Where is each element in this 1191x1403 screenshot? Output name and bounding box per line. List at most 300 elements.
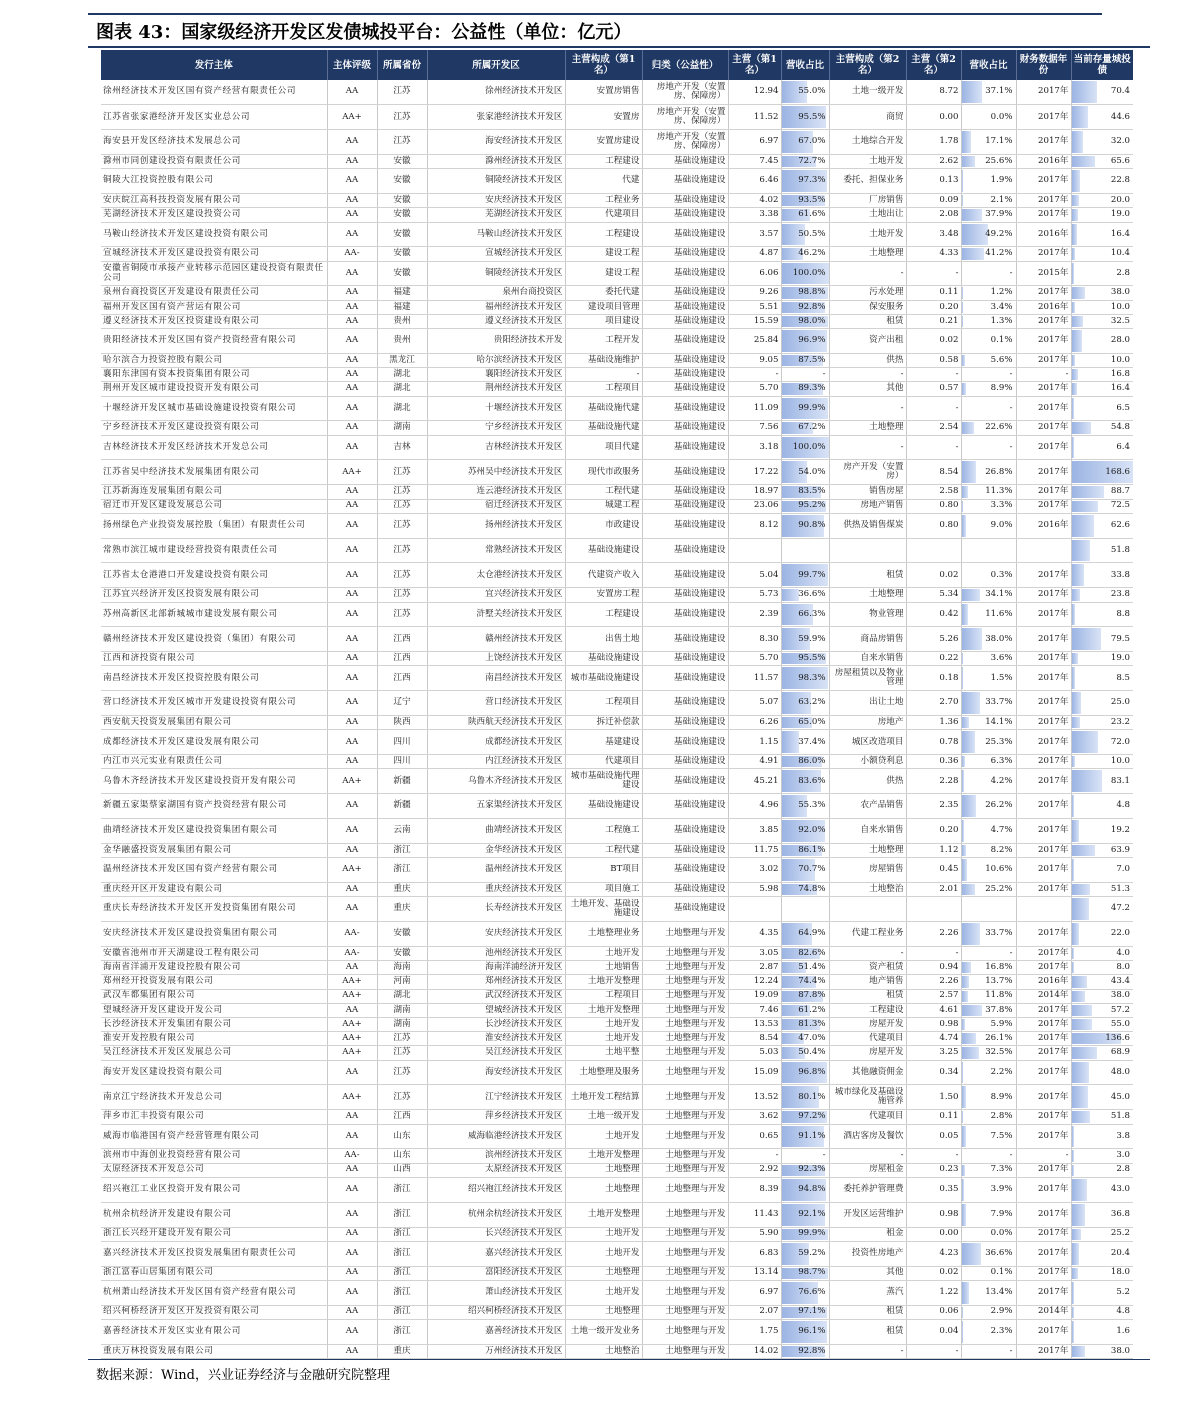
bar-value-label: 16.4 bbox=[1110, 383, 1130, 394]
table-row bbox=[101, 314, 1133, 328]
header-cell: 主营构成（第2名） bbox=[829, 50, 906, 80]
table-cell bbox=[781, 1163, 829, 1177]
table-cell: 2016年 bbox=[1016, 300, 1071, 314]
table-cell bbox=[961, 563, 1016, 588]
table-cell: AA+ bbox=[327, 769, 377, 794]
bar-value-label: 81.3% bbox=[798, 1018, 826, 1029]
table-cell: AA bbox=[327, 794, 377, 819]
table-cell: AA+ bbox=[327, 989, 377, 1003]
table-cell: 基础设施建设 bbox=[642, 194, 728, 208]
table-cell: 2017年 bbox=[1016, 844, 1071, 858]
table-cell: 8.12 bbox=[728, 513, 781, 538]
table-cell: 2017年 bbox=[1016, 485, 1071, 499]
value-bar bbox=[962, 1321, 963, 1343]
bar-value-label: 33.7% bbox=[985, 928, 1013, 939]
table-cell: 浙江 bbox=[377, 1227, 427, 1241]
table-cell bbox=[961, 755, 1016, 769]
table-row bbox=[101, 155, 1133, 169]
table-cell bbox=[781, 794, 829, 819]
table-cell: 0.35 bbox=[906, 1177, 961, 1202]
table-cell bbox=[1071, 538, 1133, 563]
value-bar bbox=[1072, 302, 1076, 313]
value-bar bbox=[1072, 589, 1081, 600]
table-cell: - bbox=[906, 396, 961, 421]
bar-value-label: 80.1% bbox=[798, 1091, 826, 1102]
table-cell: 土地整理与开发 bbox=[642, 1018, 728, 1032]
table-cell: 江西 bbox=[377, 652, 427, 666]
table-cell: 供热 bbox=[829, 769, 906, 794]
table-cell bbox=[781, 286, 829, 300]
table-cell: 浒墅关经济技术开发区 bbox=[427, 602, 565, 627]
table-cell bbox=[781, 1319, 829, 1344]
value-bar bbox=[962, 845, 966, 856]
table-cell: 南昌经济技术开发区投资控股有限公司 bbox=[101, 666, 327, 691]
table-cell: 8.39 bbox=[728, 1177, 781, 1202]
bar-value-label: 36.6% bbox=[985, 1247, 1013, 1258]
bar-value-label: 38.0 bbox=[1110, 287, 1130, 298]
table-row bbox=[101, 499, 1133, 513]
table-cell: 望城经济开发区建设开发公司 bbox=[101, 1003, 327, 1017]
value-bar bbox=[782, 731, 800, 753]
table-cell: 代建工程业务 bbox=[829, 922, 906, 947]
table-cell: 土地平整 bbox=[565, 1046, 642, 1060]
table-cell: 贵州 bbox=[377, 329, 427, 354]
table-cell: 2017年 bbox=[1016, 1110, 1071, 1124]
table-cell: 扬州经济技术开发区 bbox=[427, 513, 565, 538]
bar-value-label: 2.9% bbox=[990, 1306, 1013, 1317]
table-cell bbox=[781, 922, 829, 947]
table-cell: AA bbox=[327, 1266, 377, 1280]
table-cell: 基础设施代建 bbox=[565, 421, 642, 435]
table-cell: 2014年 bbox=[1016, 989, 1071, 1003]
table-cell: 0.78 bbox=[906, 730, 961, 755]
table-cell bbox=[1071, 666, 1133, 691]
table-cell: 委托、担保业务 bbox=[829, 169, 906, 194]
table-cell: 1.36 bbox=[906, 716, 961, 730]
table-cell: 基础设施建设 bbox=[642, 261, 728, 286]
table-cell: 2017年 bbox=[1016, 329, 1071, 354]
bar-value-label: 97.3% bbox=[798, 175, 826, 186]
bar-value-label: 55.0 bbox=[1110, 1018, 1130, 1029]
table-cell: 嘉兴经济技术开发区投资发展集团有限责任公司 bbox=[101, 1241, 327, 1266]
table-cell: 2017年 bbox=[1016, 382, 1071, 396]
table-cell: 基础设施建设 bbox=[565, 652, 642, 666]
bar-value-label: - bbox=[1009, 368, 1013, 379]
bar-value-label: 26.8% bbox=[985, 466, 1013, 477]
table-cell: 0.02 bbox=[906, 1266, 961, 1280]
table-cell: 2017年 bbox=[1016, 627, 1071, 652]
table-cell: 安庆经济技术开发区 bbox=[427, 922, 565, 947]
table-cell bbox=[781, 329, 829, 354]
table-cell: 2017年 bbox=[1016, 208, 1071, 222]
table-cell bbox=[961, 1305, 1016, 1319]
table-row bbox=[101, 485, 1133, 499]
table-cell: 2.87 bbox=[728, 961, 781, 975]
table-cell: 2017年 bbox=[1016, 499, 1071, 513]
table-cell: 工程项目 bbox=[565, 382, 642, 396]
table-cell: 7.45 bbox=[728, 155, 781, 169]
bar-value-label: 65.6 bbox=[1110, 155, 1130, 166]
header-cell: 营收占比 bbox=[781, 50, 829, 80]
table-cell: 15.59 bbox=[728, 314, 781, 328]
table-cell: 土地开发整理 bbox=[565, 1003, 642, 1017]
table-cell bbox=[961, 396, 1016, 421]
table-cell bbox=[1071, 1124, 1133, 1149]
table-cell: 5.90 bbox=[728, 1227, 781, 1241]
bar-value-label: 95.2% bbox=[798, 500, 826, 511]
bar-value-label: 86.0% bbox=[798, 756, 826, 767]
value-bar bbox=[962, 355, 965, 366]
table-cell: 出售土地 bbox=[565, 627, 642, 652]
value-bar bbox=[962, 604, 968, 626]
bar-value-label: 26.1% bbox=[985, 1033, 1013, 1044]
table-cell: 污水处理 bbox=[829, 286, 906, 300]
table-cell: AA- bbox=[327, 1149, 377, 1163]
bar-value-label: 33.7% bbox=[985, 697, 1013, 708]
table-cell: 2017年 bbox=[1016, 130, 1071, 155]
bar-value-label: 51.8 bbox=[1110, 544, 1130, 555]
table-cell bbox=[781, 1110, 829, 1124]
bottom-rule bbox=[88, 1359, 1150, 1360]
table-row bbox=[101, 80, 1133, 105]
table-cell: 贵阳经济技术开发 bbox=[427, 329, 565, 354]
table-cell: 委托养护管理费 bbox=[829, 1177, 906, 1202]
table-row bbox=[101, 1305, 1133, 1319]
table-cell: 2017年 bbox=[1016, 666, 1071, 691]
table-cell: 建设工程 bbox=[565, 261, 642, 286]
table-cell: 土地整理与开发 bbox=[642, 1003, 728, 1017]
table-row bbox=[101, 1110, 1133, 1124]
bar-value-label: 4.0 bbox=[1116, 947, 1130, 958]
table-cell: 福建 bbox=[377, 300, 427, 314]
table-row bbox=[101, 1319, 1133, 1344]
value-bar bbox=[962, 287, 963, 298]
table-cell: 吉林 bbox=[377, 435, 427, 460]
table-cell: 遵义经济技术开发区投资建设有限公司 bbox=[101, 314, 327, 328]
table-cell: 江苏省吴中经济技术发展集团有限公司 bbox=[101, 460, 327, 485]
table-row bbox=[101, 946, 1133, 960]
bar-value-label: 1.2% bbox=[990, 287, 1013, 298]
table-cell: 项目代建 bbox=[565, 435, 642, 460]
table-cell bbox=[1071, 691, 1133, 716]
bar-value-label: 37.4% bbox=[798, 736, 826, 747]
table-cell: 11.52 bbox=[728, 105, 781, 130]
table-cell bbox=[961, 1241, 1016, 1266]
value-bar bbox=[1072, 884, 1091, 895]
table-cell bbox=[961, 819, 1016, 844]
bar-value-label: 72.5 bbox=[1110, 500, 1130, 511]
table-cell: 基础设施建设 bbox=[642, 652, 728, 666]
table-cell: 海安经济技术开发区 bbox=[427, 130, 565, 155]
table-cell: 6.97 bbox=[728, 1280, 781, 1305]
table-cell bbox=[1071, 602, 1133, 627]
table-cell bbox=[1071, 563, 1133, 588]
table-cell: AA bbox=[327, 730, 377, 755]
table-cell bbox=[961, 1060, 1016, 1085]
bar-value-label: 20.4 bbox=[1110, 1247, 1130, 1258]
table-cell: 2.01 bbox=[906, 883, 961, 897]
table-cell: 武汉车都集团有限公司 bbox=[101, 989, 327, 1003]
table-cell: 2017年 bbox=[1016, 1227, 1071, 1241]
bar-value-label: 8.2% bbox=[990, 844, 1013, 855]
bar-value-label: 25.6% bbox=[985, 155, 1013, 166]
table-cell: 陕西航天经济技术开发区 bbox=[427, 716, 565, 730]
figure-title: 图表 43：国家级经济开发区发债城投平台：公益性（单位：亿元） bbox=[96, 22, 632, 43]
value-bar bbox=[1072, 170, 1080, 192]
value-bar bbox=[1072, 248, 1076, 259]
table-cell: 基础设施建设 bbox=[642, 691, 728, 716]
bar-value-label: 2.8 bbox=[1116, 1164, 1130, 1175]
value-bar bbox=[962, 589, 980, 600]
table-cell bbox=[781, 155, 829, 169]
table-cell: 农产品销售 bbox=[829, 794, 906, 819]
bar-value-label: - bbox=[1009, 947, 1013, 958]
table-row bbox=[101, 261, 1133, 286]
bar-value-label: 38.0 bbox=[1110, 990, 1130, 1001]
table-cell: 建设工程 bbox=[565, 247, 642, 261]
table-cell: 新疆 bbox=[377, 769, 427, 794]
table-cell: 滁州市同创建设投资有限责任公司 bbox=[101, 155, 327, 169]
table-cell: 房屋租赁以及物业管理 bbox=[829, 666, 906, 691]
table-cell: 8.30 bbox=[728, 627, 781, 652]
table-cell bbox=[1071, 80, 1133, 105]
table-cell: 十堰经济开发区城市基础设施建设投资有限公司 bbox=[101, 396, 327, 421]
bar-value-label: 37.1% bbox=[985, 86, 1013, 97]
table-cell: 金华融盛投资发展集团有限公司 bbox=[101, 844, 327, 858]
value-bar bbox=[962, 170, 963, 192]
table-cell: 2017年 bbox=[1016, 1163, 1071, 1177]
table-cell bbox=[961, 286, 1016, 300]
table-cell: 徐州经济技术开发区国有资产经营有限责任公司 bbox=[101, 80, 327, 105]
value-bar bbox=[1072, 604, 1075, 626]
bar-value-label: - bbox=[1009, 1345, 1013, 1356]
table-cell: 芜湖经济技术开发区建设投资公司 bbox=[101, 208, 327, 222]
table-cell: 曲靖经济技术开发区建设投资集团有限公司 bbox=[101, 819, 327, 844]
table-cell: 富阳经济技术开发区 bbox=[427, 1266, 565, 1280]
table-cell: 土地销售 bbox=[565, 961, 642, 975]
table-cell bbox=[781, 1046, 829, 1060]
table-cell bbox=[1071, 208, 1133, 222]
table-row bbox=[101, 794, 1133, 819]
table-cell: 投资性房地产 bbox=[829, 1241, 906, 1266]
table-cell: 基建建设 bbox=[565, 730, 642, 755]
bar-value-label: 32.0 bbox=[1110, 136, 1130, 147]
table-cell: 重庆经开区开发建设有限公司 bbox=[101, 883, 327, 897]
value-bar bbox=[1072, 859, 1075, 881]
table-cell: 委托代建 bbox=[565, 286, 642, 300]
table-cell: 1.22 bbox=[906, 1280, 961, 1305]
table-cell: 上饶经济技术开发区 bbox=[427, 652, 565, 666]
bar-value-label: 22.0 bbox=[1110, 928, 1130, 939]
value-bar bbox=[962, 1005, 982, 1016]
table-cell: 2.26 bbox=[906, 975, 961, 989]
value-bar bbox=[1072, 106, 1088, 128]
bar-value-label: 61.2% bbox=[798, 1004, 826, 1015]
table-cell: 江苏 bbox=[377, 538, 427, 563]
bar-value-label: 96.1% bbox=[798, 1326, 826, 1337]
value-bar bbox=[1072, 653, 1079, 664]
value-bar bbox=[962, 1086, 967, 1108]
table-cell: 2017年 bbox=[1016, 769, 1071, 794]
table-cell: 安庆经济技术开发区建设投资集团有限公司 bbox=[101, 922, 327, 947]
table-cell: 房地产销售 bbox=[829, 499, 906, 513]
table-cell: 11.09 bbox=[728, 396, 781, 421]
header-cell: 营收占比 bbox=[961, 50, 1016, 80]
value-bar bbox=[1072, 756, 1076, 767]
table-cell: - bbox=[565, 368, 642, 382]
bar-value-label: 54.8 bbox=[1110, 422, 1130, 433]
table-cell: 土地开发工程结算 bbox=[565, 1085, 642, 1110]
table-row bbox=[101, 1032, 1133, 1046]
table-row bbox=[101, 396, 1133, 421]
table-cell bbox=[1071, 1110, 1133, 1124]
table-cell bbox=[1071, 922, 1133, 947]
table-cell bbox=[781, 80, 829, 105]
value-bar bbox=[962, 795, 976, 817]
table-cell: AA bbox=[327, 1163, 377, 1177]
table-cell: 其他融资佣金 bbox=[829, 1060, 906, 1085]
table-cell bbox=[961, 1202, 1016, 1227]
table-cell: 2017年 bbox=[1016, 961, 1071, 975]
table-cell bbox=[1071, 1149, 1133, 1163]
table-cell: 江西 bbox=[377, 666, 427, 691]
table-row bbox=[101, 368, 1133, 382]
table-cell bbox=[1071, 169, 1133, 194]
table-cell: 土地整理与开发 bbox=[642, 1202, 728, 1227]
table-cell bbox=[781, 819, 829, 844]
bar-value-label: 10.6% bbox=[985, 864, 1013, 875]
bar-value-label: 92.1% bbox=[798, 1208, 826, 1219]
table-cell: AA bbox=[327, 755, 377, 769]
value-bar bbox=[1072, 717, 1080, 728]
table-cell: 其他 bbox=[829, 382, 906, 396]
table-cell: AA bbox=[327, 1319, 377, 1344]
table-cell: 基础设施建设 bbox=[642, 155, 728, 169]
bar-value-label: 48.0 bbox=[1110, 1066, 1130, 1077]
value-bar bbox=[962, 486, 968, 497]
value-bar bbox=[1072, 195, 1079, 206]
table-cell bbox=[781, 1032, 829, 1046]
table-cell bbox=[781, 730, 829, 755]
table-cell: 2017年 bbox=[1016, 1202, 1071, 1227]
table-row bbox=[101, 769, 1133, 794]
table-cell: AA bbox=[327, 883, 377, 897]
bar-value-label: 16.4 bbox=[1110, 228, 1130, 239]
table-cell: 城建工程 bbox=[565, 499, 642, 513]
bar-value-label: 0.0% bbox=[990, 111, 1013, 122]
table-row bbox=[101, 883, 1133, 897]
table-cell: 长兴经济技术开发区 bbox=[427, 1227, 565, 1241]
table-cell: 安庆皖江高科技投资发展有限公司 bbox=[101, 194, 327, 208]
table-cell: 23.06 bbox=[728, 499, 781, 513]
bar-value-label: 13.7% bbox=[985, 976, 1013, 987]
table-cell: 基础设施建设 bbox=[642, 897, 728, 922]
bar-value-label: 98.0% bbox=[798, 315, 826, 326]
value-bar bbox=[1072, 501, 1098, 512]
table-cell: 吴江经济技术开发区 bbox=[427, 1046, 565, 1060]
table-row bbox=[101, 1124, 1133, 1149]
table-cell bbox=[781, 194, 829, 208]
table-cell: 房地产开发（安置房、保障房） bbox=[642, 80, 728, 105]
table-cell bbox=[781, 858, 829, 883]
table-cell bbox=[781, 513, 829, 538]
value-bar bbox=[1072, 692, 1081, 714]
table-cell: 安徽省池州市开天湖建设工程有限公司 bbox=[101, 946, 327, 960]
table-cell: 襄阳经济技术开发区 bbox=[427, 368, 565, 382]
bar-value-label: 94.8% bbox=[798, 1183, 826, 1194]
table-cell: 租赁 bbox=[829, 989, 906, 1003]
table-cell: 山东 bbox=[377, 1149, 427, 1163]
bar-value-label: 88.7 bbox=[1110, 486, 1130, 497]
table-cell: 2017年 bbox=[1016, 652, 1071, 666]
table-cell bbox=[961, 794, 1016, 819]
value-bar bbox=[1072, 820, 1079, 842]
table-cell bbox=[1071, 1266, 1133, 1280]
bar-value-label: 54.0% bbox=[798, 466, 826, 477]
table-cell: 45.21 bbox=[728, 769, 781, 794]
table-cell: AA+ bbox=[327, 1046, 377, 1060]
table-cell bbox=[1071, 627, 1133, 652]
table-cell bbox=[781, 588, 829, 602]
value-bar bbox=[1072, 628, 1101, 650]
table-row bbox=[101, 961, 1133, 975]
table-cell: 绍兴柯桥经济技术开发区 bbox=[427, 1305, 565, 1319]
table-cell: 工程业务 bbox=[565, 194, 642, 208]
table-cell: 资产租赁 bbox=[829, 961, 906, 975]
table-cell bbox=[1071, 1319, 1133, 1344]
table-cell bbox=[1071, 105, 1133, 130]
table-cell: 0.00 bbox=[906, 105, 961, 130]
table-row bbox=[101, 652, 1133, 666]
bar-value-label: 23.2 bbox=[1110, 717, 1130, 727]
table-cell: 江西 bbox=[377, 1110, 427, 1124]
table-cell: 土地开发整理 bbox=[565, 1202, 642, 1227]
table-row bbox=[101, 627, 1133, 652]
table-cell bbox=[1071, 730, 1133, 755]
table-cell bbox=[781, 314, 829, 328]
table-row bbox=[101, 1266, 1133, 1280]
table-cell bbox=[829, 897, 906, 922]
table-cell: 新疆 bbox=[377, 794, 427, 819]
bar-value-label: 100.0% bbox=[792, 267, 826, 278]
table-cell: 湖南 bbox=[377, 421, 427, 435]
bar-value-label: 33.8 bbox=[1110, 569, 1130, 580]
table-cell: 2017年 bbox=[1016, 1266, 1071, 1280]
table-cell: 西安航天投资发展集团有限公司 bbox=[101, 716, 327, 730]
table-cell: 代建 bbox=[565, 169, 642, 194]
table-cell: 安徽 bbox=[377, 208, 427, 222]
table-row bbox=[101, 858, 1133, 883]
bar-value-label: 8.5 bbox=[1116, 672, 1130, 683]
bar-value-label: 3.3% bbox=[990, 500, 1013, 511]
table-cell bbox=[961, 1018, 1016, 1032]
bar-value-label: 2.1% bbox=[990, 194, 1013, 205]
table-cell: 土地整理业务 bbox=[565, 922, 642, 947]
bar-value-label: 100.0% bbox=[792, 441, 826, 452]
table-cell bbox=[781, 353, 829, 367]
table-cell: 0.06 bbox=[906, 1305, 961, 1319]
table-cell: 13.52 bbox=[728, 1085, 781, 1110]
table-cell: 土地整理与开发 bbox=[642, 1060, 728, 1085]
table-cell: 4.61 bbox=[906, 1003, 961, 1017]
bar-value-label: 90.8% bbox=[798, 519, 826, 530]
table-cell: 0.36 bbox=[906, 755, 961, 769]
table-cell: AA bbox=[327, 588, 377, 602]
table-row bbox=[101, 1085, 1133, 1110]
table-cell: 基础设施建设 bbox=[642, 755, 728, 769]
bar-value-label: 14.1% bbox=[985, 717, 1013, 727]
table-cell: 基础设施建设 bbox=[642, 368, 728, 382]
